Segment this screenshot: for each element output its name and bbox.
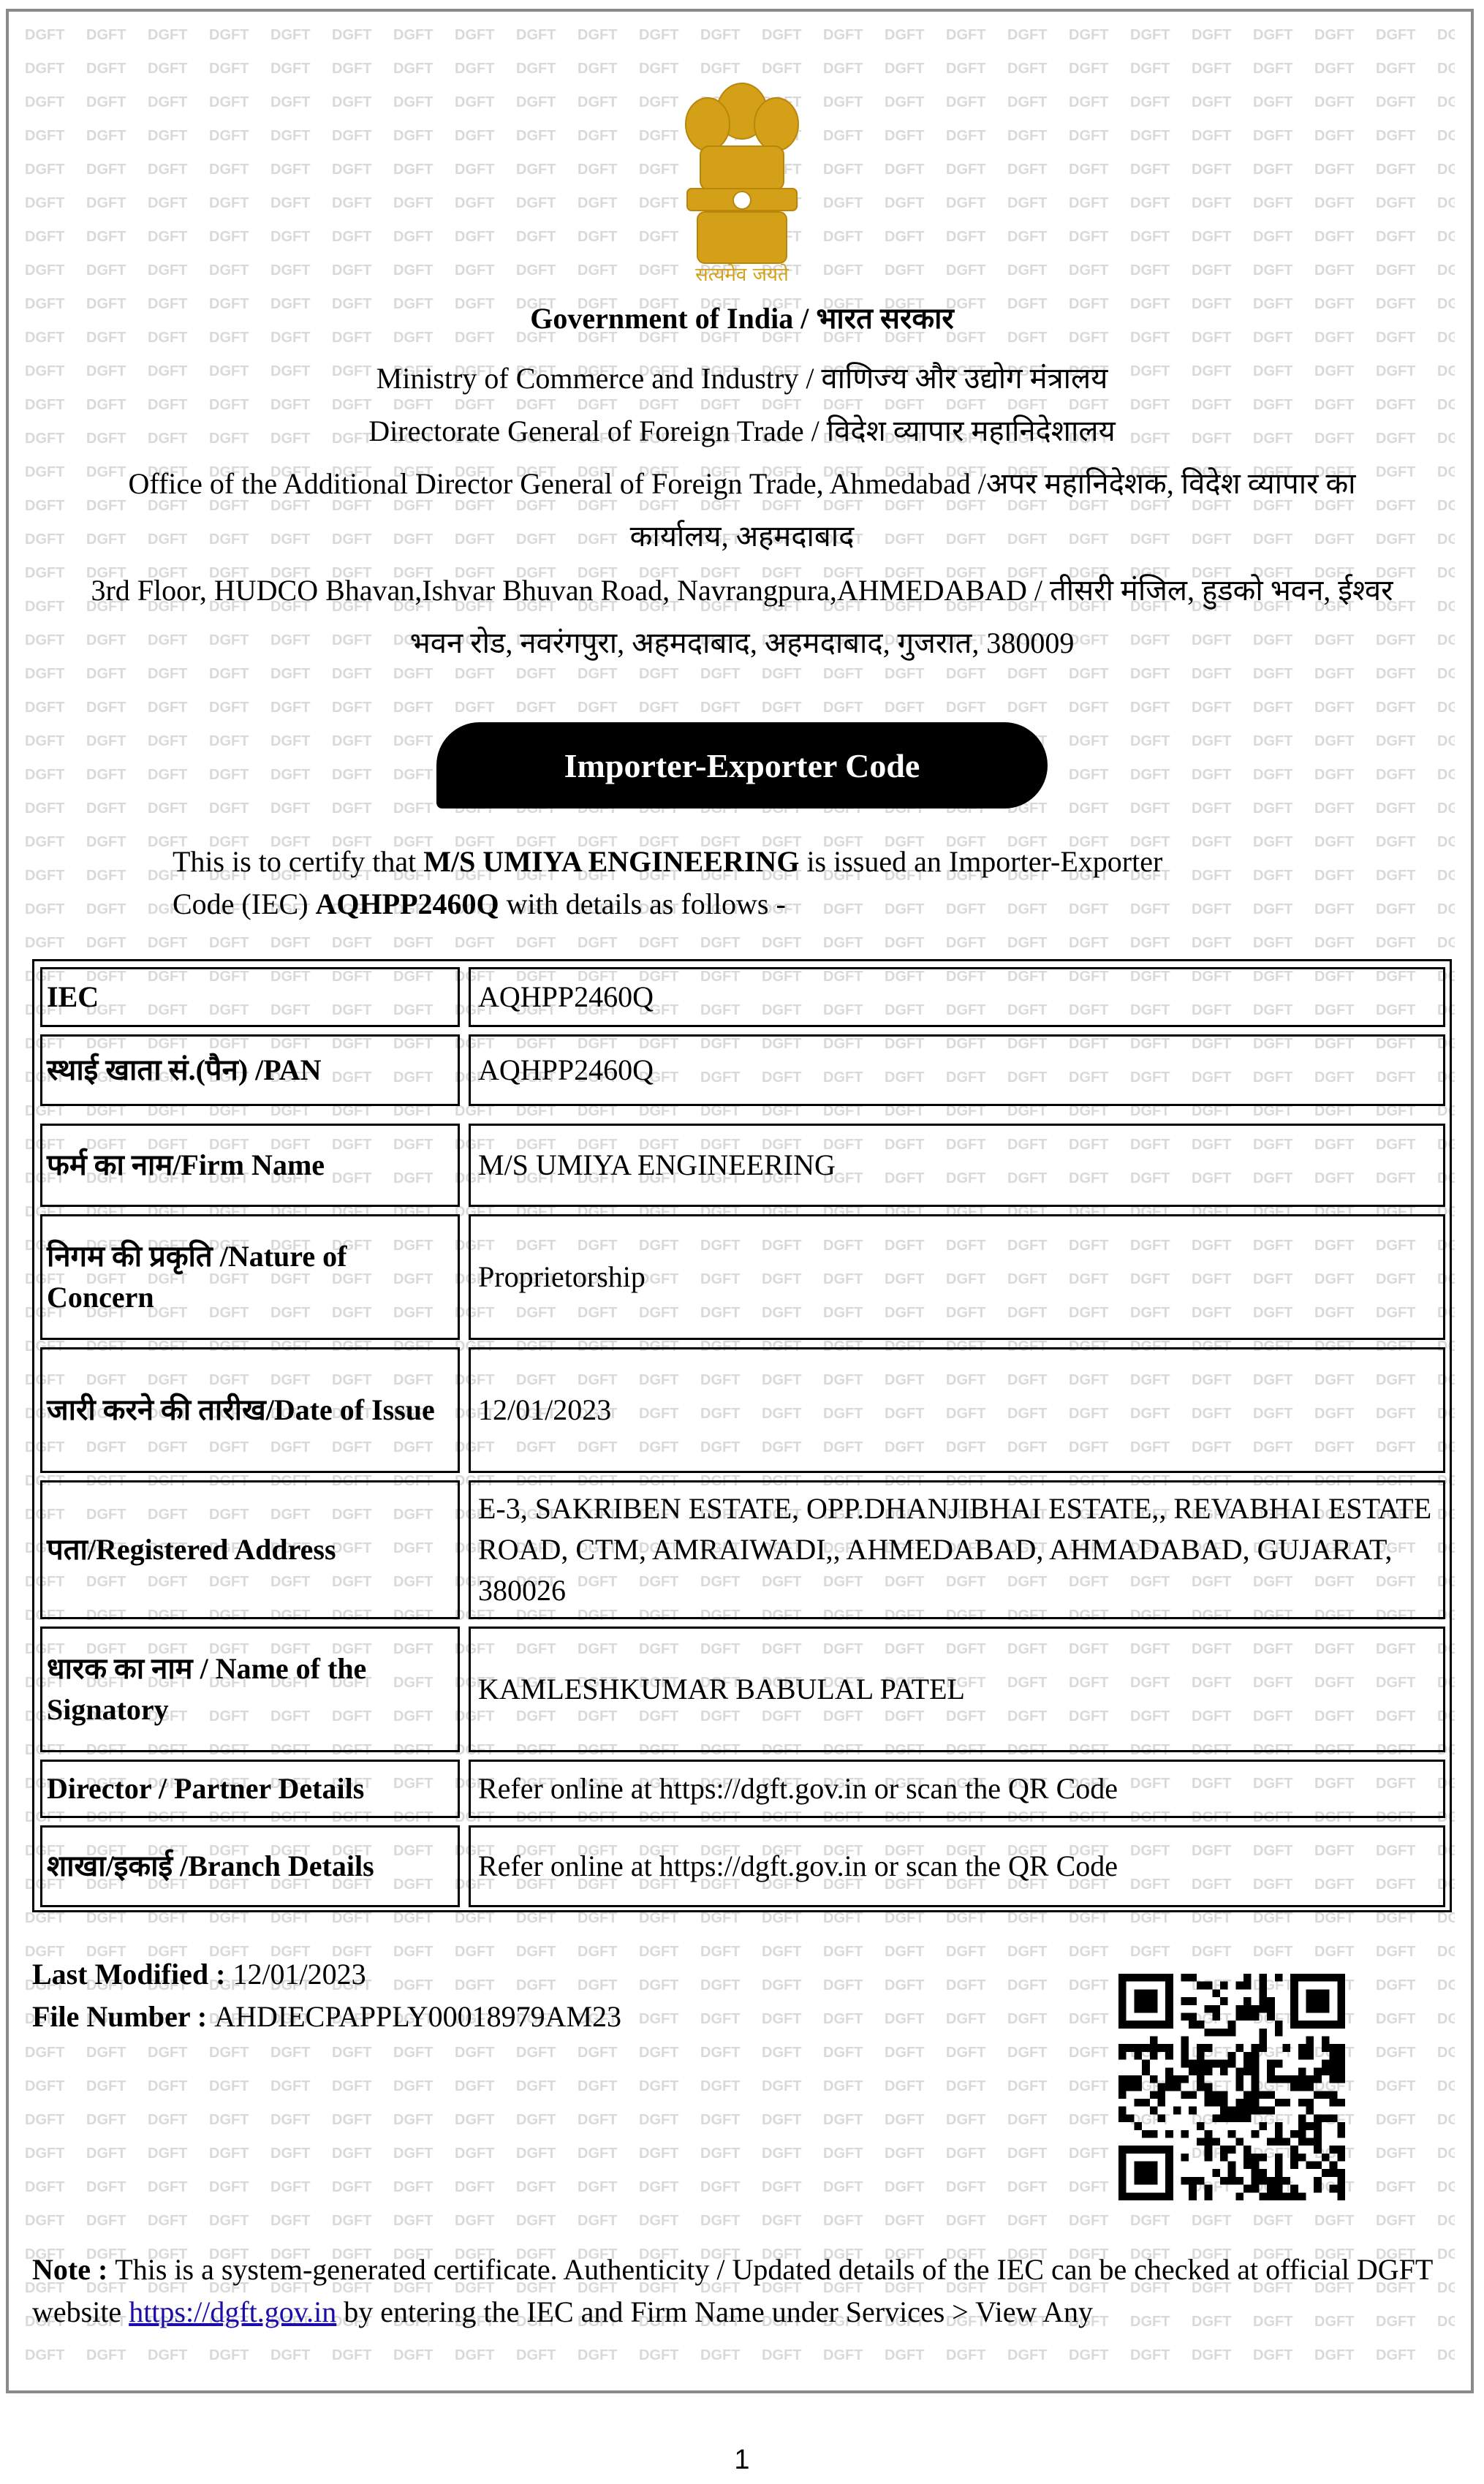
file-number-label: File Number :: [32, 2000, 215, 2033]
dgft-website-link[interactable]: https://dgft.gov.in: [129, 2295, 337, 2328]
label-pan: स्थाई खाता सं.(पैन) /PAN: [40, 1034, 460, 1106]
iec-title: Importer-Exporter Code: [564, 746, 920, 784]
qr-code-icon[interactable]: [1118, 1974, 1345, 2200]
certification-statement: [173, 841, 1313, 925]
label-firm-name: फर्म का नाम/Firm Name: [40, 1124, 460, 1207]
label-branch-details: शाखा/इकाई /Branch Details: [40, 1825, 460, 1907]
note-text-2: by entering the IEC and Firm Name under Services > View Any: [336, 2295, 1094, 2328]
office-line-1: Office of the Additional Director General of Foreign Trade, Ahmedabad /अपर महानिदेशक, विदेश व्यापार का: [128, 467, 1356, 500]
intro-firm-name: M/S UMIYA ENGINEERING: [423, 845, 800, 878]
iec-title-banner: [436, 722, 1048, 809]
address-line-2: भवन रोड, नवरंगपुरा, अहमदाबाद, अहमदाबाद, गुजरात, 380009: [409, 626, 1075, 659]
intro-text-2: is issued an Importer-Exporter: [799, 845, 1163, 878]
table-row: [40, 1825, 1444, 1907]
table-row: [40, 967, 1444, 1027]
value-iec: AQHPP2460Q: [469, 967, 1445, 1027]
value-director-details: Refer online at https://dgft.gov.in or scan the QR Code: [469, 1760, 1445, 1818]
file-number-value: AHDIECPAPPLY00018979AM23: [214, 2000, 622, 2033]
last-modified-value: 12/01/2023: [232, 1958, 366, 1991]
table-row: [40, 1627, 1444, 1752]
label-director-details: Director / Partner Details: [40, 1760, 460, 1818]
label-date-of-issue: जारी करने की तारीख/Date of Issue: [40, 1347, 460, 1473]
table-row: [40, 1214, 1444, 1340]
government-title: Government of India / भारत सरकार: [530, 302, 954, 335]
label-nature-of-concern: निगम की प्रकृति /Nature of Concern: [40, 1214, 460, 1340]
office-line-2: कार्यालय, अहमदाबाद: [629, 520, 855, 553]
table-row: [40, 1347, 1444, 1473]
address-line-1: 3rd Floor, HUDCO Bhavan,Ishvar Bhuvan Road, Navrangpura,AHMEDABAD / तीसरी मंजिल, हुडको भवन, ईश्वर: [91, 574, 1393, 607]
intro-text-3: Code (IEC): [173, 887, 316, 920]
page-number: 1: [734, 2445, 750, 2475]
last-modified-label: Last Modified :: [32, 1958, 233, 1991]
value-date-of-issue: 12/01/2023: [469, 1347, 1445, 1473]
intro-iec-code: AQHPP2460Q: [315, 887, 499, 920]
intro-text-1: This is to certify that: [173, 845, 424, 878]
intro-text-4: with details as follows -: [499, 887, 786, 920]
national-emblem-icon: [658, 67, 826, 287]
emblem-motto: सत्यमेव जयते: [695, 264, 789, 286]
table-row: [40, 1480, 1444, 1619]
value-nature-of-concern: Proprietorship: [469, 1214, 1445, 1340]
label-iec: IEC: [40, 967, 460, 1027]
value-signatory: KAMLESHKUMAR BABULAL PATEL: [469, 1627, 1445, 1752]
value-branch-details: Refer online at https://dgft.gov.in or scan the QR Code: [469, 1825, 1445, 1907]
value-pan: AQHPP2460Q: [469, 1034, 1445, 1106]
table-row: [40, 1034, 1444, 1106]
value-firm-name: M/S UMIYA ENGINEERING: [469, 1124, 1445, 1207]
certificate-meta: [32, 1953, 621, 2038]
table-row: [40, 1124, 1444, 1207]
label-registered-address: पता/Registered Address: [40, 1480, 460, 1619]
note-label: Note :: [32, 2253, 116, 2286]
ministry-line: Ministry of Commerce and Industry / वाणिज्य और उद्योग मंत्रालय: [376, 362, 1108, 395]
details-table: [32, 959, 1452, 1912]
value-registered-address: E-3, SAKRIBEN ESTATE, OPP.DHANJIBHAI ESTATE,, REVABHAI ESTATE ROAD, CTM, AMRAIWADI,, AHMEDABAD, AHMADABAD, GUJARAT, 380026: [469, 1480, 1445, 1619]
table-row: [40, 1760, 1444, 1818]
note-text-1: This is a system-generated certificate. Authenticity / Updated details of the IEC can be checked at official DGFT website: [32, 2253, 1433, 2328]
directorate-line: Directorate General of Foreign Trade / विदेश व्यापार महानिदेशालय: [368, 414, 1116, 447]
authenticity-note: [32, 2249, 1443, 2333]
label-signatory: धारक का नाम / Name of the Signatory: [40, 1627, 460, 1752]
